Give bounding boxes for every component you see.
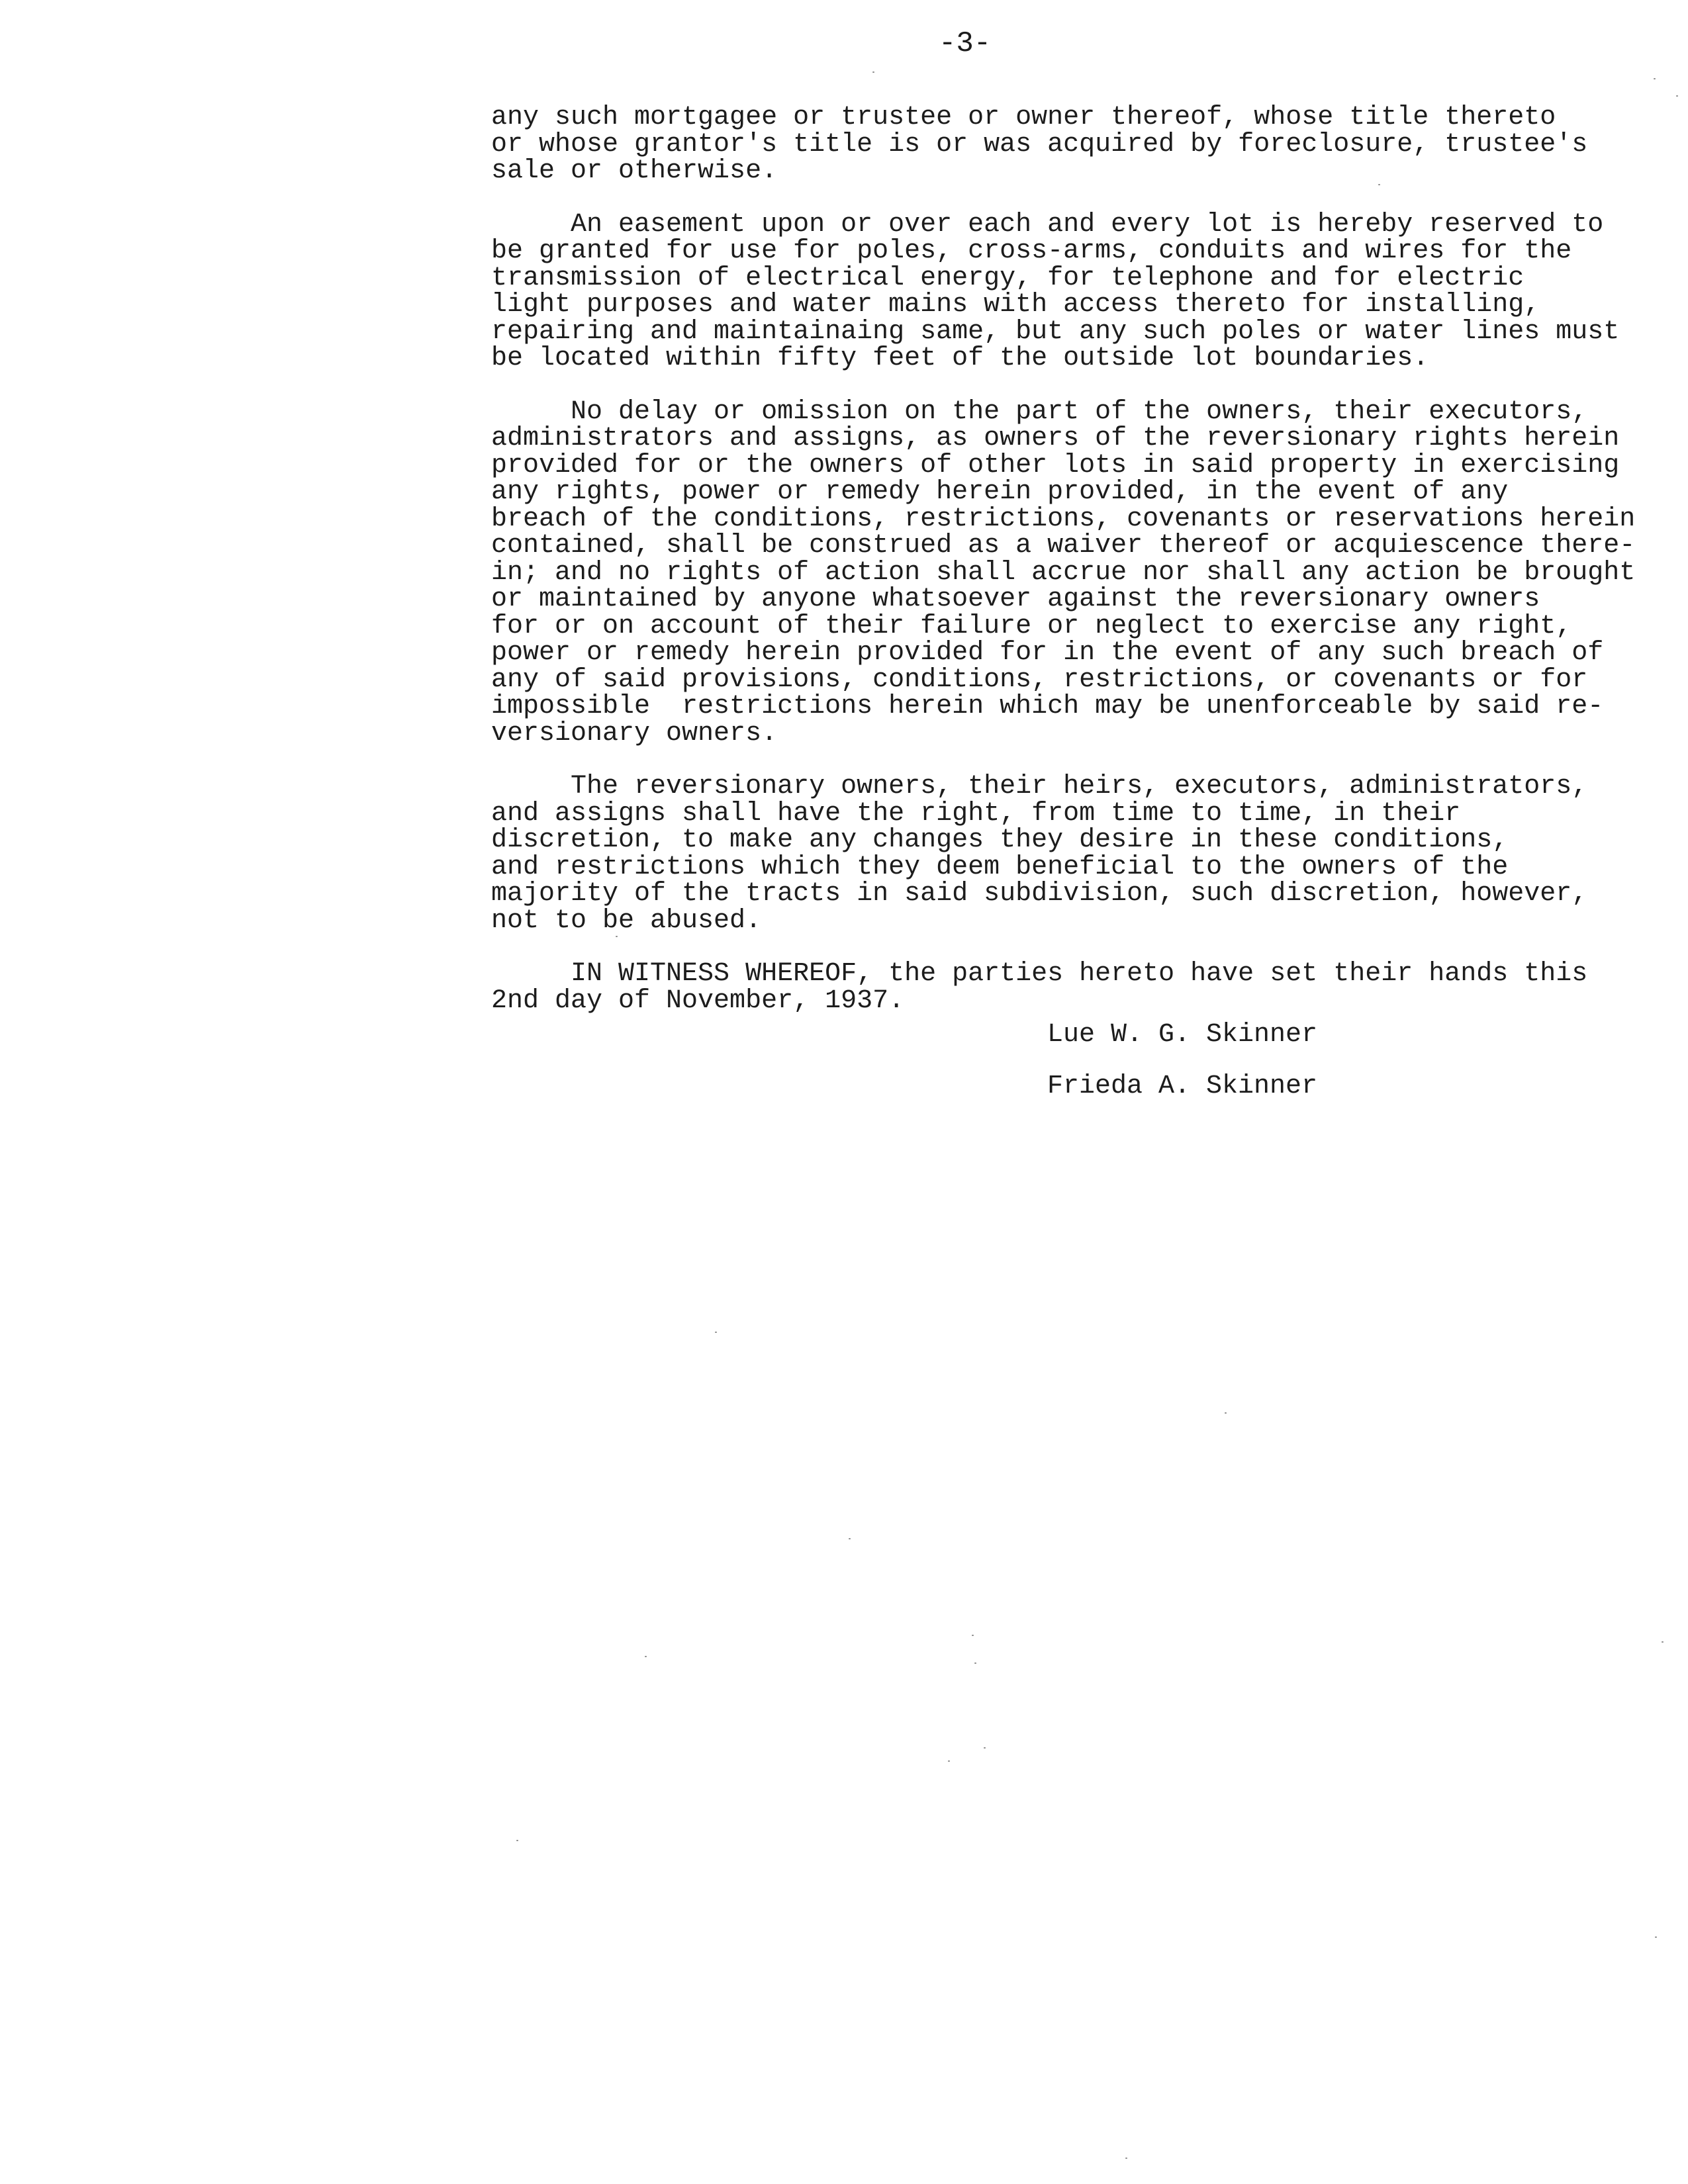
paragraph-easement [491,209,1620,373]
text-line: be located within fifty feet of the outside lot boundaries. [491,343,1429,373]
text-line: in; and no rights of action shall accrue nor shall any action be brought [491,557,1636,588]
scan-speck [715,1332,717,1333]
scan-speck [1662,1641,1664,1643]
document-body [491,103,1636,1041]
text-line: be granted for use for poles, cross-arms, conduits and wires for the [491,236,1572,266]
text-line: light purposes and water mains with access thereto for installing, [491,290,1540,320]
scan-speck [972,1635,974,1636]
text-line: 2nd day of November, 1937. [491,985,905,1016]
text-line: any of said provisions, conditions, restrictions, or covenants or for [491,664,1588,695]
text-line: not to be abused. [491,905,762,936]
text-line: provided for or the owners of other lots in said property in exercising [491,450,1620,480]
text-line: or maintained by anyone whatsoever against the reversionary owners [491,584,1540,614]
text-line: transmission of electrical energy, for telephone and for electric [491,263,1524,293]
text-line: versionary owners. [491,718,778,749]
scan-speck [645,1656,647,1657]
paragraph-changes-right [491,774,1617,934]
text-line: No delay or omission on the part of the owners, their executors, [491,396,1588,427]
scan-speck [974,1662,976,1664]
scan-speck [1378,184,1380,185]
text-line: An easement upon or over each and every lot is hereby reserved to [491,209,1604,240]
scan-speck [1676,95,1678,97]
scan-speck [516,1840,518,1841]
text-line: The reversionary owners, their heirs, executors, administrators, [491,772,1588,801]
scan-speck [948,1760,950,1762]
page-number: -3- [939,27,992,60]
text-line: impossible restrictions herein which may be unenforceable by said re- [491,692,1604,721]
text-line: any rights, power or remedy herein provided, in the event of any [491,477,1509,507]
scan-speck [616,936,618,937]
text-line: for or on account of their failure or neglect to exercise any right, [491,611,1572,641]
text-line: majority of the tracts in said subdivision, such discretion, however, [491,879,1588,909]
paragraph-no-waiver [491,396,1636,749]
text-line: and assigns shall have the right, from time to time, in their [491,798,1461,829]
text-line: and restrictions which they deem beneficial to the owners of the [491,852,1509,882]
scan-speck [1125,2158,1127,2159]
text-line: sale or otherwise. [491,156,778,186]
text-line: any such mortgagee or trustee or owner thereof, whose title thereto [491,103,1556,132]
scan-speck [984,1747,986,1749]
scan-speck [1654,78,1656,79]
paragraph-witness [491,961,1617,1015]
text-line: IN WITNESS WHEREOF, the parties hereto have set their hands this [491,959,1588,989]
paragraph-mortgagee-title [491,105,1617,185]
text-line: administrators and assigns, as owners of the reversionary rights herein [491,424,1620,453]
scan-speck [872,71,874,73]
text-line: power or remedy herein provided for in the event of any such breach of [491,638,1604,668]
text-line: contained, shall be construed as a waiver thereof or acquiescence there- [491,531,1636,561]
signature-frieda-skinner: Frieda A. Skinner [1047,1071,1318,1101]
scan-speck [1225,1412,1227,1414]
text-line: or whose grantor's title is or was acquired by foreclosure, trustee's [491,129,1588,159]
scan-speck [849,1538,851,1539]
signature-lue-skinner: Lue W. G. Skinner [1047,1020,1318,1050]
text-line: repairing and maintainaing same, but any such poles or water lines must [491,316,1620,347]
text-line: discretion, to make any changes they desire in these conditions, [491,825,1509,855]
text-line: breach of the conditions, restrictions, covenants or reservations herein [491,504,1636,534]
scan-speck [1655,1936,1657,1938]
